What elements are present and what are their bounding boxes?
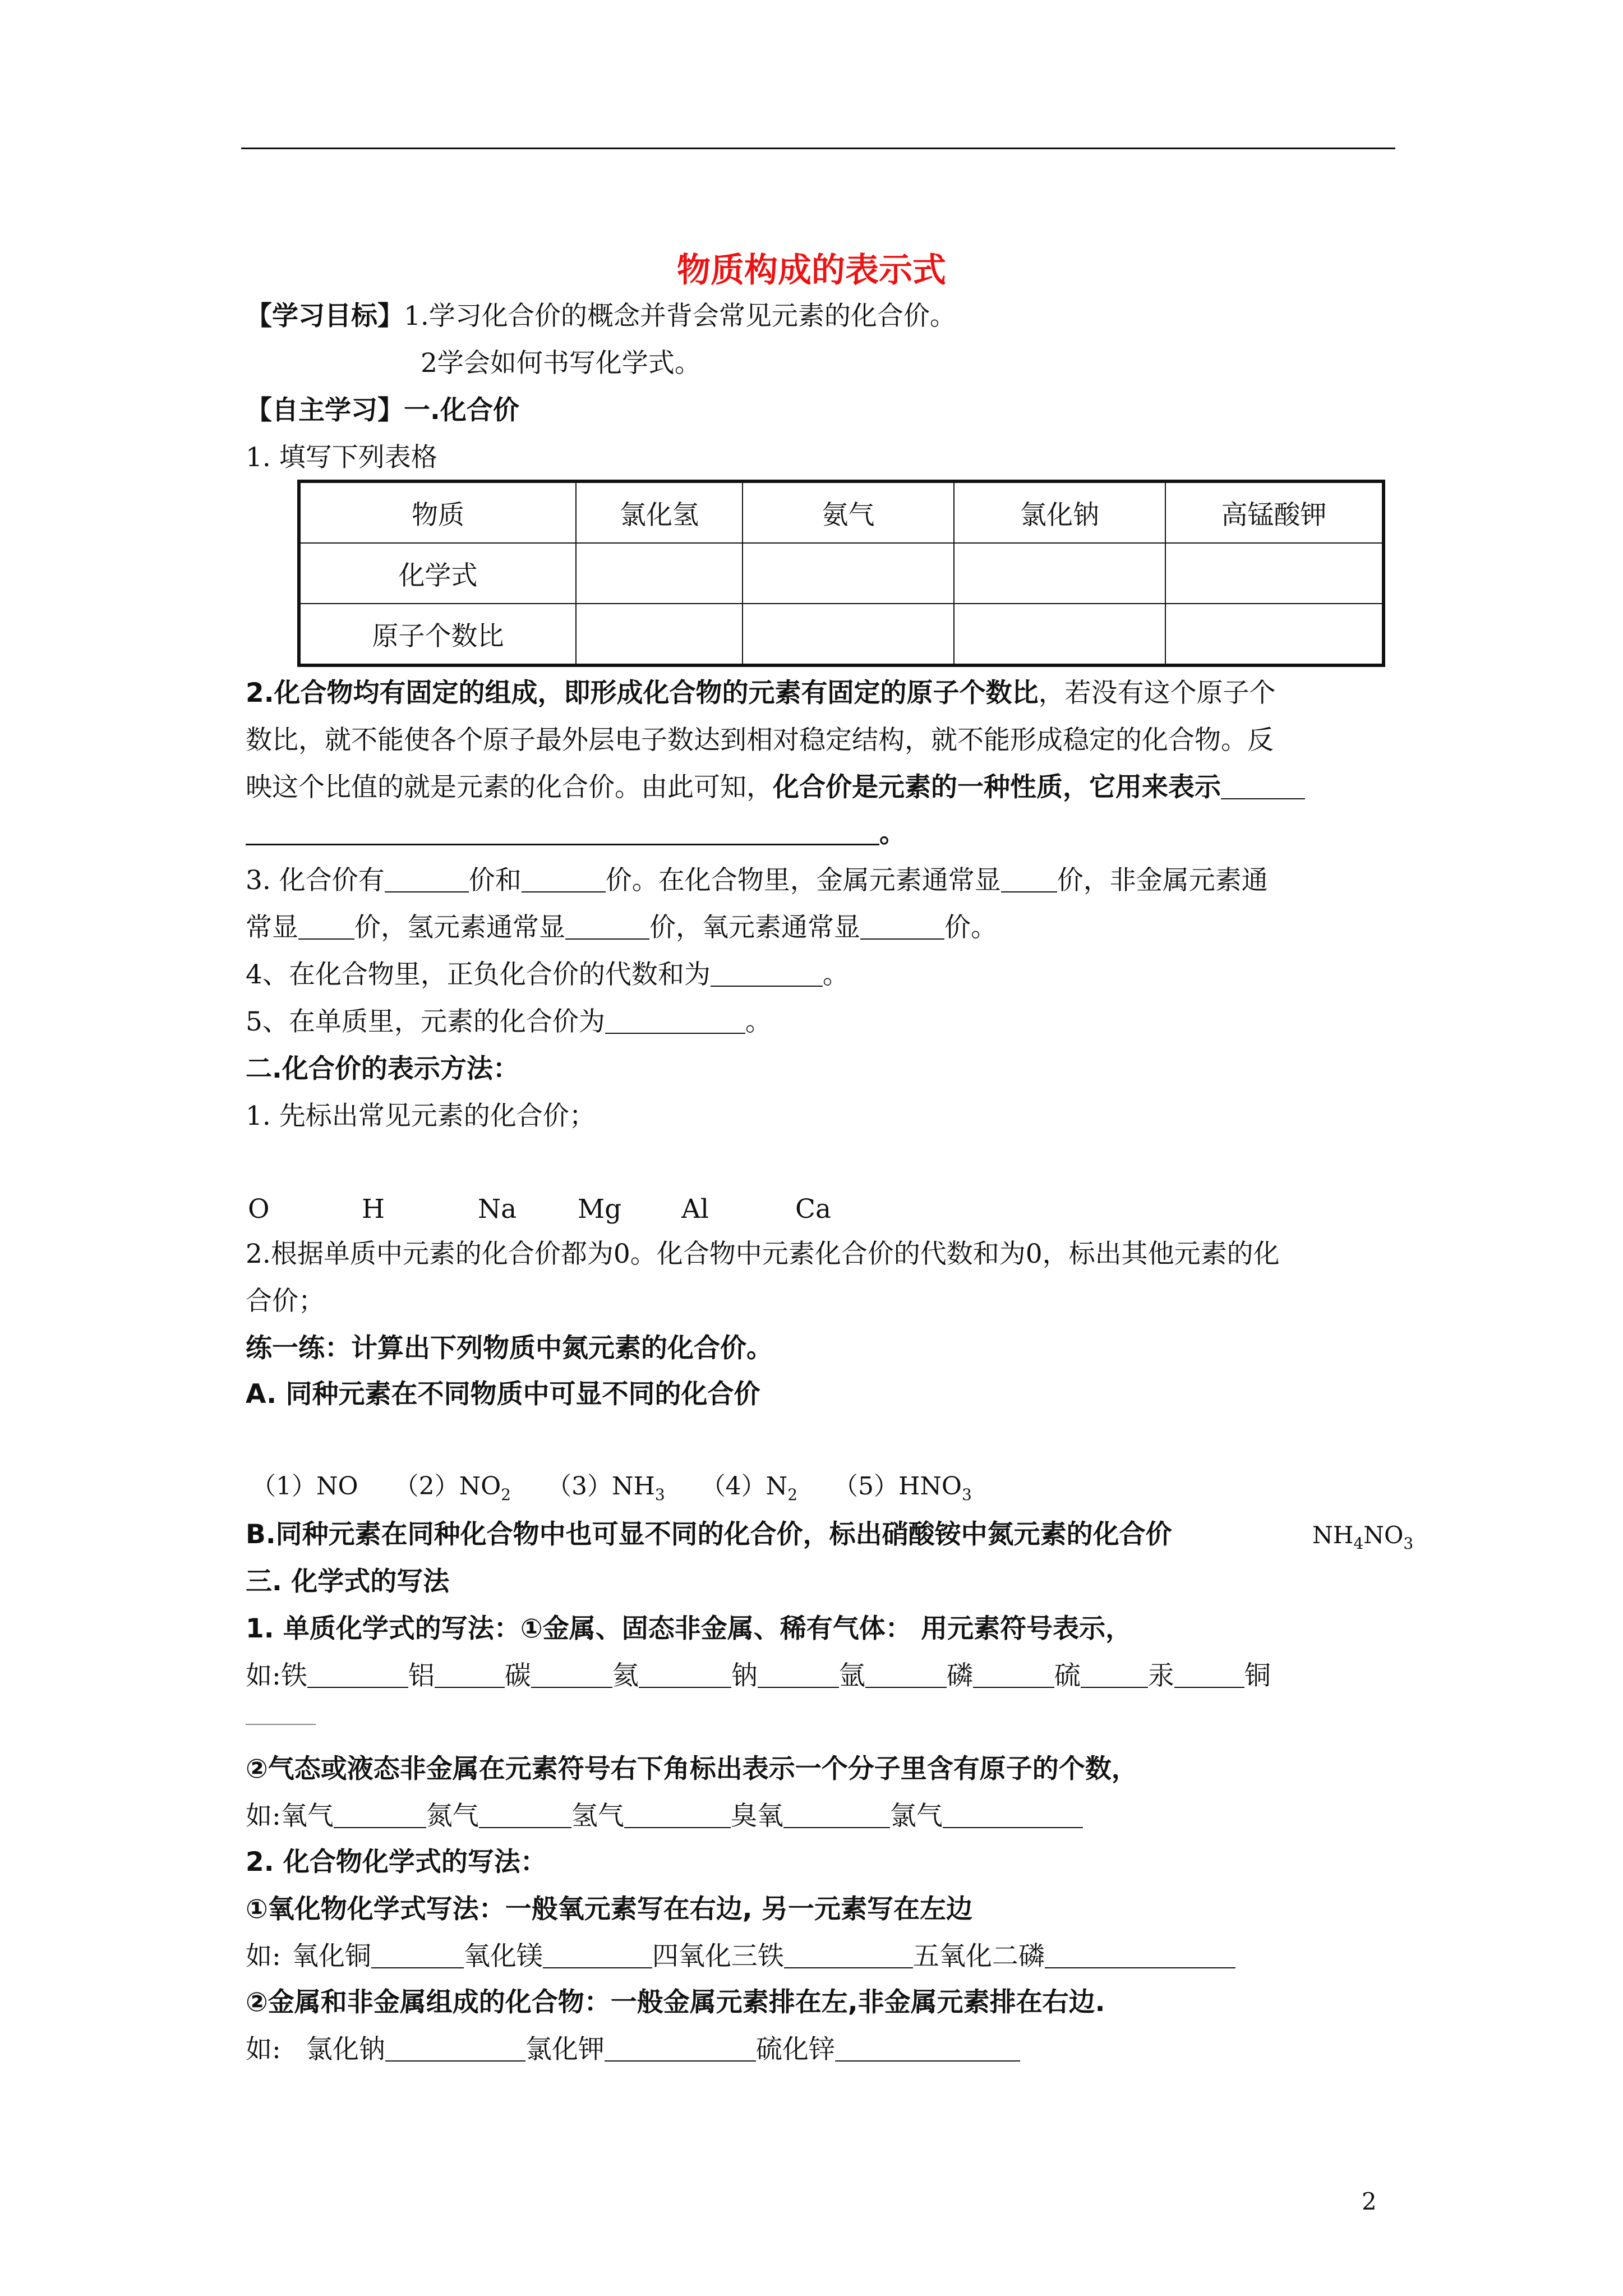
blank[interactable] [1001,869,1057,892]
text: NO [1363,1521,1404,1549]
blank[interactable] [639,1664,731,1688]
table-cell: 高锰酸钾 [1165,481,1384,543]
table-header-row [299,481,1384,543]
table-cell: 物质 [299,481,576,543]
text: 磷 [946,1660,973,1691]
blank[interactable] [565,916,649,940]
text: 如: [246,1941,281,1972]
text: 氧化铜 [292,1941,371,1972]
blank[interactable] [435,1664,505,1688]
blank[interactable] [246,1701,316,1725]
element-symbol: O [248,1194,270,1225]
subscript: 2 [501,1485,511,1504]
text: 常显 [246,912,298,943]
table-cell: 氨气 [743,481,954,543]
blank[interactable] [943,1805,1083,1828]
page-number: 2 [1362,2188,1377,2215]
table-row-label: 原子个数比 [299,604,576,665]
blank[interactable] [758,1664,839,1688]
bold-text: 化合价是元素的一种性质，它用来表示 [773,772,1221,803]
text: 氯气 [889,1801,943,1832]
text: 氧化镁 [463,1941,543,1972]
section-2-question-2-line-1: 2.根据单质中元素的化合价都为0。化合物中元素化合价的代数和为0，标出其他元素的化 [246,1239,1280,1269]
text: （4）N [700,1472,788,1501]
blank[interactable] [605,1010,745,1034]
text: （2）NO [394,1472,501,1501]
self-study-line [246,397,519,424]
blank[interactable] [973,1664,1054,1688]
objectives-tag: 【学习目标】 [246,301,404,332]
blank[interactable] [784,1945,913,1968]
answer-cell[interactable] [576,604,743,665]
subscript: 2 [787,1485,798,1504]
text: ，若没有这个原子个 [1038,678,1276,708]
salts-blank-row [246,2036,1020,2063]
text: 氦 [612,1660,639,1691]
section-3-question-1: 1. 单质化学式的写法：①金属、固态非金属、稀有气体： 用元素符号表示， [246,1613,1132,1644]
compound-2 [394,1472,511,1504]
section-2-heading: 二.化合价的表示方法： [246,1053,519,1084]
section-3-question-2: 2. 化合物化学式的写法： [246,1847,547,1878]
compound-5 [833,1472,972,1504]
element-symbol: H [362,1194,385,1225]
paragraph-2-line-1 [246,680,1276,706]
page-title: 物质构成的表示式 [677,251,946,290]
practice-a: A. 同种元素在不同物质中可显不同的化合价 [246,1379,760,1410]
blank[interactable] [865,1664,947,1688]
blank[interactable] [479,1805,571,1828]
text: 氩 [838,1660,865,1691]
text: （5）HNO [833,1472,962,1501]
paragraph-5 [246,1006,772,1037]
subscript: 3 [961,1485,972,1504]
compound-1: （1）NO [251,1472,358,1501]
text: 5、在单质里，元素的化合价为 [246,1006,605,1037]
blank[interactable] [385,869,469,892]
paragraph-3-line-1 [246,867,1268,894]
table-row-label: 化学式 [299,543,576,604]
self-study-tag: 【自主学习】 [246,395,404,426]
text: 碳 [504,1660,531,1691]
answer-cell[interactable] [743,604,954,665]
compound-list [251,1474,972,1503]
blank[interactable] [860,916,944,940]
paragraph-2-line-4 [246,818,906,849]
table-cell: 氯化钠 [954,481,1165,543]
paragraph-3-line-2 [246,914,997,941]
blank[interactable] [1174,1664,1244,1688]
text: 价。在化合物里，金属元素通常显 [605,865,1001,896]
blank[interactable] [543,1945,652,1968]
blank[interactable] [371,1945,464,1968]
blank[interactable] [522,869,606,892]
text: 价和 [468,865,522,896]
blank[interactable] [307,1664,408,1688]
text: 价。 [944,912,997,943]
objective-2: 2学会如何书写化学式。 [421,348,701,379]
text: 硫 [1054,1660,1081,1691]
text: 汞 [1147,1660,1174,1691]
answer-cell[interactable] [743,543,954,604]
text: 铜 [1244,1660,1271,1691]
text: 四氧化三铁 [652,1941,784,1972]
text: 如: [246,1801,281,1832]
text: 氯化钠 [306,2034,385,2065]
section-3-heading: 三. 化学式的写法 [246,1566,450,1597]
header-rule [241,148,1395,149]
gases-blank-row [246,1801,1083,1832]
text: 氢气 [571,1801,624,1832]
section-3-question-2a: ①氧化物化学式写法：一般氧元素写在右边, 另一元素写在左边 [246,1894,973,1925]
text: 铁 [280,1660,307,1691]
subscript: 3 [654,1485,665,1504]
practice-heading: 练一练：计算出下列物质中氮元素的化合价。 [246,1333,773,1364]
element-symbol: Al [681,1194,709,1225]
text: 。 [822,959,849,990]
oxides-blank-row [246,1943,1235,1970]
answer-cell[interactable] [954,543,1165,604]
section-2-question-2-line-2: 合价； [246,1286,325,1317]
element-symbol: Mg [578,1194,622,1225]
section-3-question-1b: ②气态或液态非金属在元素符号右下角标出表示一个分子里含有原子的个数， [246,1754,1138,1784]
paragraph-2-line-2: 数比，就不能使各个原子最外层电子数达到相对稳定结构，就不能形成稳定的化合物。反 [246,725,1274,756]
ammonium-nitrate-formula [1312,1521,1414,1553]
paragraph-4 [246,961,849,988]
blank[interactable] [334,1805,426,1828]
blank[interactable] [385,2038,525,2062]
section-1-heading: 一.化合价 [404,395,519,426]
text: 。 [745,1006,772,1037]
text: 价，氧元素通常显 [649,912,860,943]
text: （3）NH [546,1472,655,1501]
compound-4 [700,1472,798,1504]
fill-in-table [297,480,1385,667]
table-row [299,543,1384,604]
section-2-question-1: 1. 先标出常见元素的化合价； [246,1101,596,1131]
subscript: 4 [1353,1534,1364,1553]
objective-1: 1.学习化合价的概念并背会常见元素的化合价。 [404,301,956,332]
question-1: 1. 填写下列表格 [246,442,437,473]
text: 价，氢元素通常显 [354,912,565,943]
blank[interactable] [1221,776,1305,799]
answer-cell[interactable] [1165,604,1384,665]
text: 臭氧 [730,1801,783,1832]
text: 。 [879,818,906,849]
text: 氧气 [280,1801,334,1832]
text: 如: [246,1660,281,1691]
elements-blank-row [246,1660,1271,1691]
objectives-line-1 [246,301,956,332]
blank[interactable] [1081,1664,1148,1688]
text: 价，非金属元素通 [1057,865,1268,896]
text: 映这个比值的就是元素的化合价。由此可知， [246,772,773,803]
text: 钠 [731,1660,758,1691]
elements-blank-row-continued [246,1700,316,1726]
text: 4、在化合物里，正负化合价的代数和为 [246,959,711,990]
blank[interactable] [783,1805,890,1828]
answer-cell[interactable] [954,604,1165,665]
text: NH [1312,1521,1354,1549]
blank[interactable] [605,2038,756,2062]
text: 氮气 [426,1801,479,1832]
bold-text: 2.化合物均有固定的组成，即形成化合物的元素有固定的原子个数比 [246,678,1039,708]
answer-cell[interactable] [576,543,743,604]
text: 硫化锌 [755,2034,835,2065]
blank[interactable] [246,821,879,845]
blank[interactable] [711,963,823,987]
text: 3. 化合价有 [246,865,385,896]
table-cell: 氯化氢 [576,481,743,543]
element-symbol: Na [478,1194,517,1225]
element-symbol: Ca [795,1194,831,1225]
blank[interactable] [835,2038,1020,2062]
blank[interactable] [298,916,354,940]
section-3-question-2b: ②金属和非金属组成的化合物：一般金属元素排在左,非金属元素排在右边. [246,1987,1105,2018]
text: 如: [246,2034,281,2065]
paragraph-2-line-3 [246,772,1305,803]
text: 五氧化二磷 [912,1941,1045,1972]
compound-3 [546,1472,665,1504]
blank[interactable] [624,1805,731,1828]
blank[interactable] [531,1664,612,1688]
text: 氯化钾 [525,2034,605,2065]
text: 铝 [408,1660,435,1691]
practice-b: B.同种元素在同种化合物中也可显不同的化合价，标出硝酸铵中氮元素的化合价 [246,1519,1172,1550]
blank[interactable] [1045,1945,1235,1968]
table-row [299,604,1384,665]
answer-cell[interactable] [1165,543,1384,604]
subscript: 3 [1403,1534,1414,1553]
